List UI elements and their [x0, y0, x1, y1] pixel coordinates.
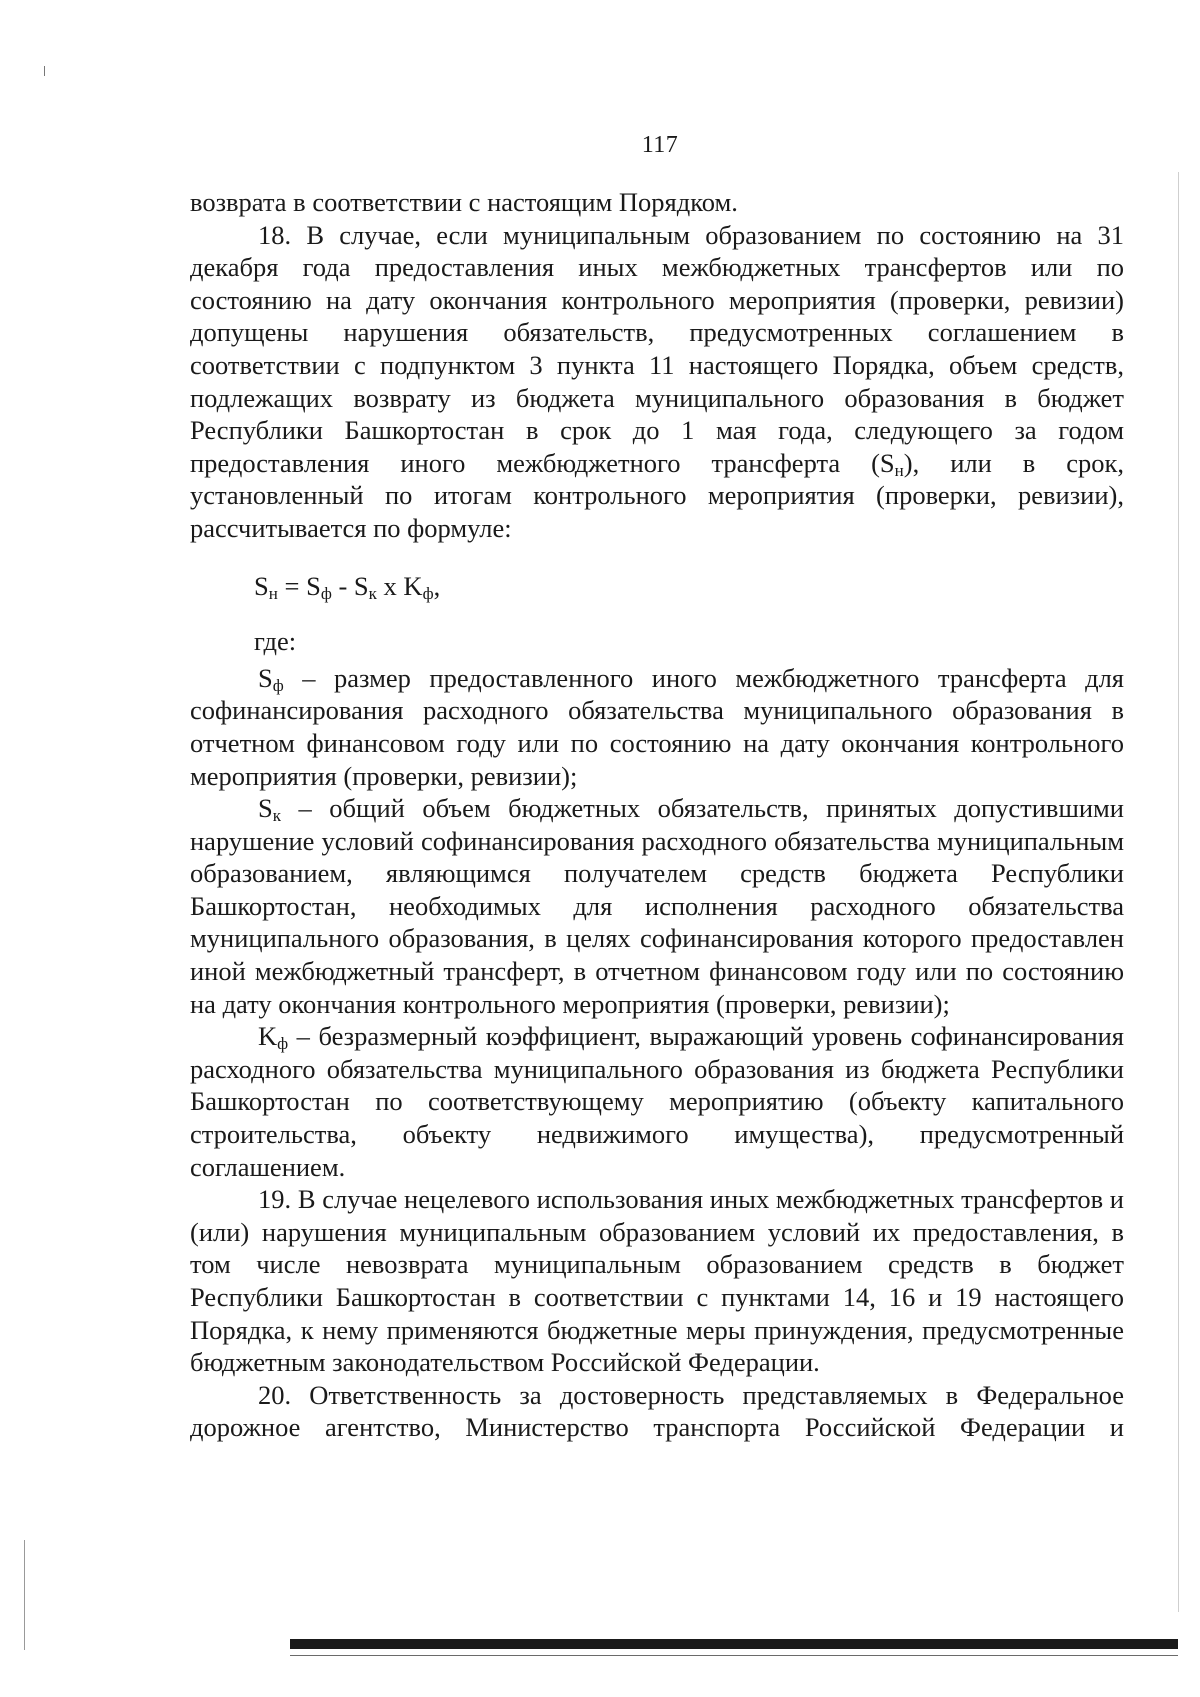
formula-sn-sub: н [268, 583, 278, 603]
paragraph-19: 19. В случае нецелевого использования иных межбюджетных трансфертов и (или) нарушения муниципальным образованием условий их предоставления, в том числе невозврата муниципальным образованием средств в бюджет Республики Башкортостан в соответствии с пунктами 14, 16 и 19 настоящего Порядка, к нему применяются бюджетные меры принуждения, предусмотренные бюджетным законодательством Российской Федерации. [190, 1184, 1124, 1378]
scan-bottom-bar [290, 1639, 1178, 1649]
paragraph-18 [190, 219, 1124, 545]
scan-artifact-mark [44, 66, 45, 76]
formula-kf: K [403, 570, 423, 601]
definition-sf-text: – размер предоставленного иного межбюджетного трансферта для софинансирования расходного обязательства муниципального образования в отчетном финансовом году или по состоянию на дату окончания контрольного мероприятия (проверки, ревизии); [190, 662, 1124, 791]
paragraph-18-text: 18. В случае, если муниципальным образованием по состоянию на 31 декабря года предоставления иных межбюджетных трансфертов или по состоянию на дату окончания контрольного мероприятия (проверки, ревизии) допущены нарушения обязательств, предусмотренных соглашением в соответствии с подпунктом 3 пункта 11 настоящего Порядка, объем средств, подлежащих возврату из бюджета муниципального образования в бюджет Республики Башкортостан в срок до 1 мая года, следующего за годом предоставления иного межбюджетного трансферта (S [190, 219, 1124, 478]
definition-kf-text: – безразмерный коэффициент, выражающий уровень софинансирования расходного обязательства муниципального образования из бюджета Республики Башкортостан по соответствующему мероприятию (объекту капитального строительства, объекту недвижимого имущества), предусмотренный соглашением. [190, 1021, 1124, 1182]
formula-times: x [376, 570, 404, 601]
formula-minus: - [331, 570, 354, 601]
page-number: 117 [641, 132, 679, 158]
paragraph-18-tail: ), или в срок, установленный по итогам контрольного мероприятия (проверки, ревизии), рассчитывается по формуле: [190, 447, 1124, 543]
definition-kf [190, 1020, 1124, 1183]
formula-kf-sub: ф [422, 583, 434, 603]
formula-sn: S [254, 570, 269, 601]
definition-sk [190, 792, 1124, 1020]
definition-sf-sub: ф [272, 675, 284, 695]
definition-kf-sub: ф [277, 1034, 289, 1054]
formula-end: , [433, 570, 441, 601]
definition-sk-symbol: S [258, 793, 273, 824]
formula [254, 570, 1124, 603]
paragraph-continuation: возврата в соответствии с настоящим Порядком. [190, 187, 738, 217]
definition-sk-sub: к [272, 806, 282, 826]
definition-kf-symbol: K [258, 1021, 278, 1052]
formula-sk: S [353, 570, 369, 601]
scan-bottom-line [290, 1655, 1178, 1656]
definition-sf [190, 662, 1124, 792]
definition-sk-text: – общий объем бюджетных обязательств, принятых допустившими нарушение условий софинансирования расходного обязательства муниципальным образованием, являющимся получателем средств бюджета Республики Башкортостан, необходимых для исполнения расходного обязательства муниципального образования, в целях софинансирования которого предоставлен иной межбюджетный трансферт, в отчетном финансовом году или по состоянию на дату окончания контрольного мероприятия (проверки, ревизии); [190, 793, 1124, 1019]
paragraph-18-subscript: н [894, 460, 904, 480]
formula-sf: S [306, 570, 321, 601]
formula-sf-sub: ф [320, 583, 332, 603]
paragraph-20: 20. Ответственность за достоверность представляемых в Федеральное дорожное агентство, Министерство транспорта Российской Федерации и [190, 1379, 1124, 1443]
scan-artifact-edge [1178, 172, 1179, 1612]
definition-sf-symbol: S [258, 662, 273, 693]
formula-equals: = [277, 570, 307, 601]
formula-sk-sub: к [368, 583, 377, 603]
where-label: где: [254, 626, 297, 657]
scan-artifact-mark [24, 1540, 25, 1650]
document-body [190, 186, 1124, 1444]
